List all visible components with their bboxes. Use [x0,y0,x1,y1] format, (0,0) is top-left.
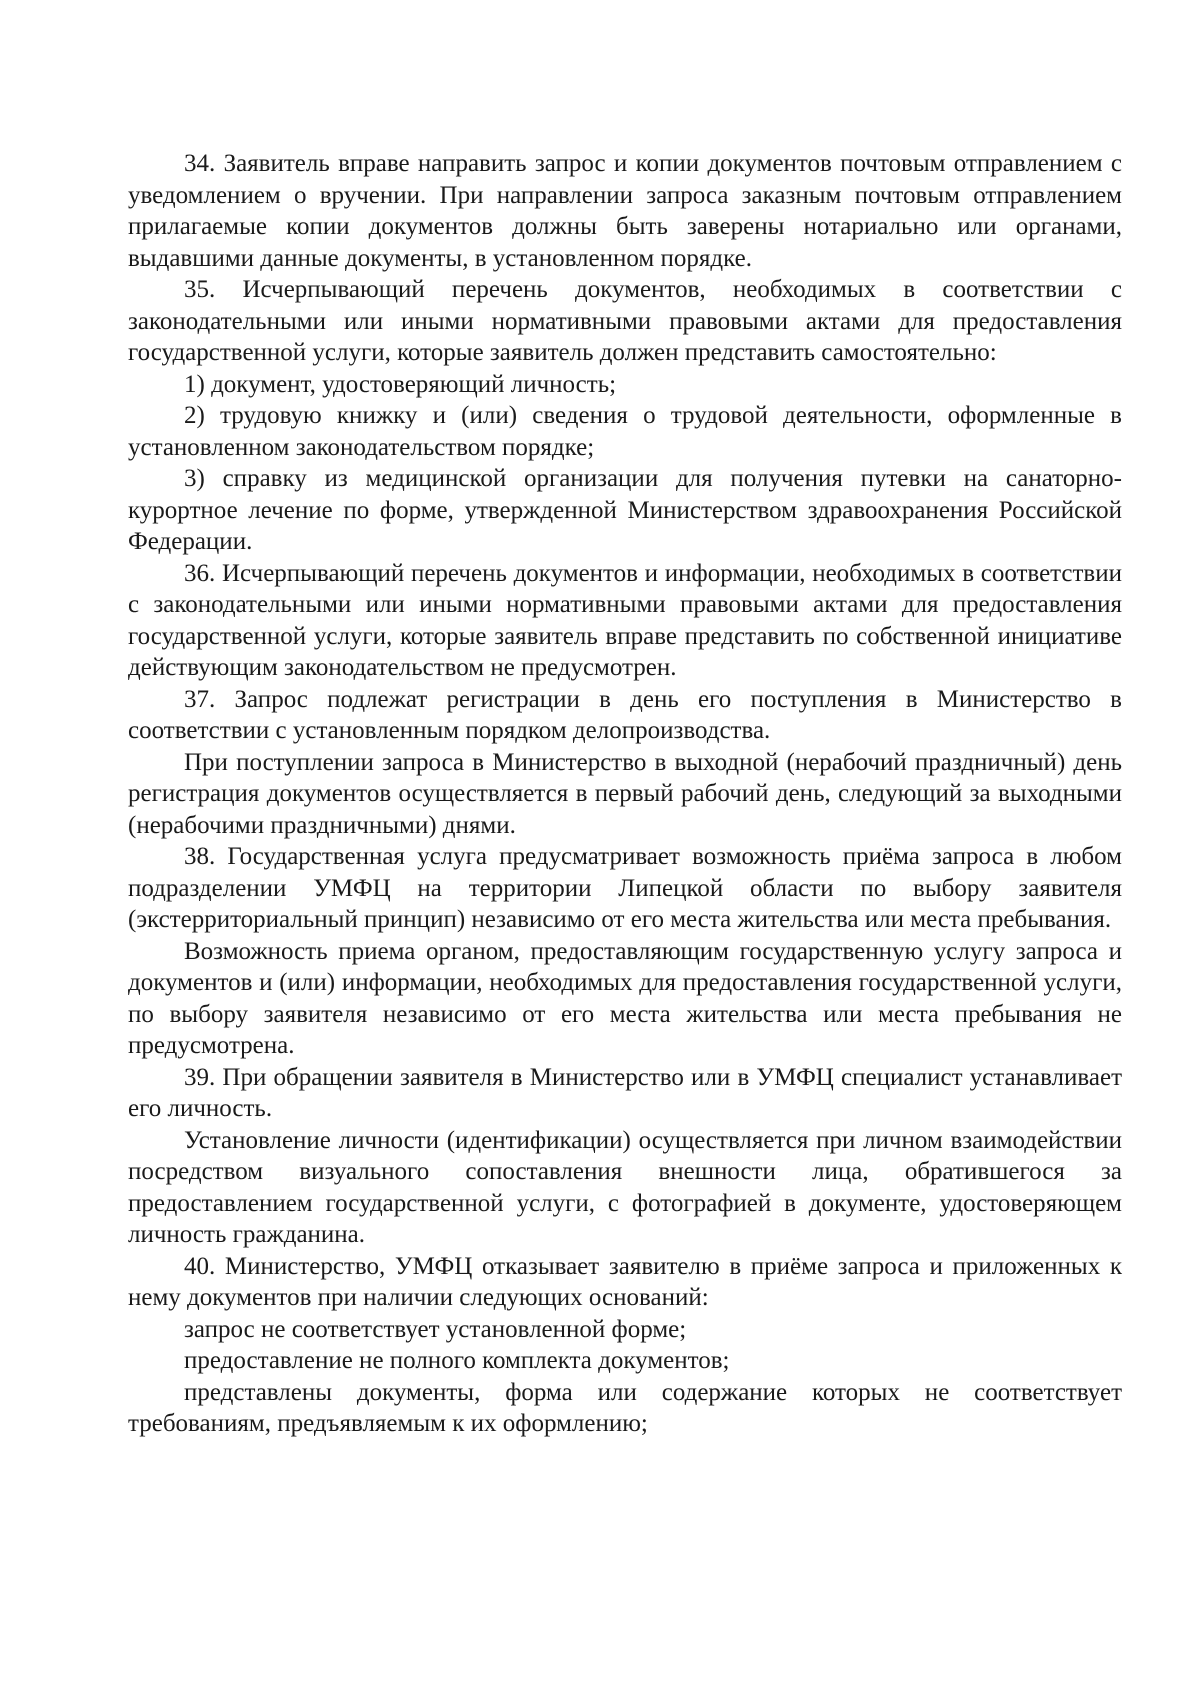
paragraph-37-continued: При поступлении запроса в Министерство в выходной (нерабочий праздничный) день регистрация документов осуществляется в первый рабочий день, следующий за выходными (нерабочими праздничными) днями. [128,748,1122,839]
paragraph-37: 37. Запрос подлежат регистрации в день его поступления в Министерство в соответствии с установленным порядком делопроизводства. [128,685,1122,744]
paragraph-40: 40. Министерство, УМФЦ отказывает заявителю в приёме запроса и приложенных к нему документов при наличии следующих оснований: [128,1252,1122,1311]
list-item-2: 2) трудовую книжку и (или) сведения о трудовой деятельности, оформленные в установленном законодательством порядке; [128,402,1122,461]
document-body [128,148,1122,1440]
refusal-reason-2: предоставление не полного комплекта документов; [184,1347,730,1374]
list-item-1: 1) документ, удостоверяющий личность; [184,370,617,398]
paragraph-35: 35. Исчерпывающий перечень документов, необходимых в соответствии с законодательными или иными нормативными правовыми актами для предоставления государственной услуги, которые заявитель должен представить самостоятельно: [128,276,1122,366]
refusal-reason-1: запрос не соответствует установленной форме; [184,1315,687,1343]
paragraph-39-continued: Установление личности (идентификации) осуществляется при личном взаимодействии посредством визуального сопоставления внешности лица, обратившегося за предоставлением государственной услуги, с фотографией в документе, удостоверяющем личность гражданина. [128,1126,1122,1248]
paragraph-38: 38. Государственная услуга предусматривает возможность приёма запроса в любом подразделении УМФЦ на территории Липецкой области по выбору заявителя (экстерриториальный принцип) независимо от его места жительства или места пребывания. [128,843,1122,933]
paragraph-38-continued: Возможность приема органом, предоставляющим государственную услугу запроса и документов и (или) информации, необходимых для предоставления государственной услуги, по выбору заявителя независимо от его места жительства или места пребывания не предусмотрена. [128,937,1122,1059]
paragraph-36: 36. Исчерпывающий перечень документов и информации, необходимых в соответствии с законодательными или иными нормативными правовыми актами для предоставления государственной услуги, которые заявитель вправе представить по собственной инициативе действующим законодательством не предусмотрен. [128,559,1122,681]
refusal-reason-3: представлены документы, форма или содержание которых не соответствует требованиям, предъявляемым к их оформлению; [128,1378,1122,1437]
list-item-3: 3) справку из медицинской организации для получения путевки на санаторно-курортное лечение по форме, утвержденной Министерством здравоохранения Российской Федерации. [128,465,1122,555]
paragraph-34: 34. Заявитель вправе направить запрос и копии документов почтовым отправлением с уведомлением о вручении. При направлении запроса заказным почтовым отправлением прилагаемые копии документов должны быть заверены нотариально или органами, выдавшими данные документы, в установленном порядке. [128,150,1122,272]
paragraph-39: 39. При обращении заявителя в Министерство или в УМФЦ специалист устанавливает его личность. [128,1063,1122,1122]
